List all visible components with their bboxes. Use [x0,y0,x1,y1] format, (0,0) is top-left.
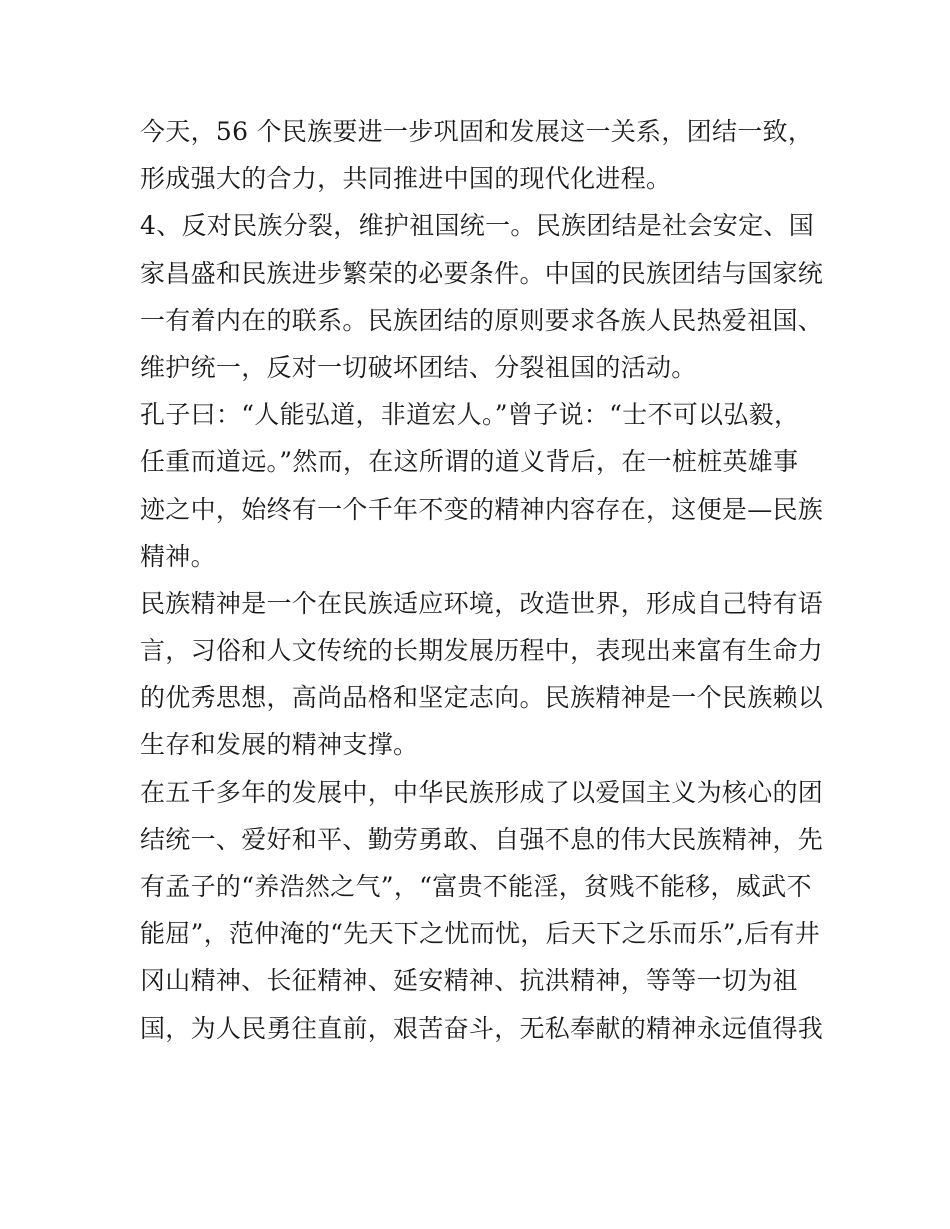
text-line: 的优秀思想，高尚品格和坚定志向。民族精神是一个民族赖以 [140,683,824,713]
text-line: 有孟子的“养浩然之气”，“富贵不能淫，贫贱不能移，威武不 [140,872,812,901]
text-line: 生存和发展的精神支撑。 [140,730,419,760]
text-line: 一有着内在的联系。民族团结的原则要求各族人民热爱祖国、 [140,305,824,335]
text-line: 4、反对民族分裂，维护祖国统一。民族团结是社会安定、国 [140,211,815,241]
text-line: 迹之中，始终有一个千年不变的精神内容存在，这便是—民族 [140,494,824,524]
text-line: 国，为人民勇往直前，艰苦奋斗，无私奉献的精神永远值得我 [140,1013,824,1043]
text-line: 任重而道远。”然而，在这所谓的道义背后，在一桩桩英雄事 [140,447,799,477]
text-line: 精神。 [140,541,216,571]
text-line: 在五千多年的发展中，中华民族形成了以爱国主义为核心的团 [140,777,824,807]
text-line: 孔子曰：“人能弘道，非道宏人。”曾子说：“士不可以弘毅， [140,400,800,430]
text-line: 今天，56 个民族要进一步巩固和发展这一关系，团结一致， [140,117,814,146]
text-line: 民族精神是一个在民族适应环境，改造世界，形成自己特有语 [140,588,824,618]
text-line: 家昌盛和民族进步繁荣的必要条件。中国的民族团结与国家统 [140,258,824,288]
text-line: 结统一、爱好和平、勤劳勇敢、自强不息的伟大民族精神，先 [140,824,824,854]
text-line: 维护统一，反对一切破坏团结、分裂祖国的活动。 [140,352,697,382]
text-line: 形成强大的合力，共同推进中国的现代化进程。 [140,164,672,194]
text-line: 冈山精神、长征精神、延安精神、抗洪精神，等等一切为祖 [140,966,798,996]
text-line: 言，习俗和人文传统的长期发展历程中，表现出来富有生命力 [140,636,824,666]
body-text [140,108,830,1052]
text-line: 能屈”，范仲淹的“先天下之忧而忧，后天下之乐而乐”,后有井 [140,919,820,949]
